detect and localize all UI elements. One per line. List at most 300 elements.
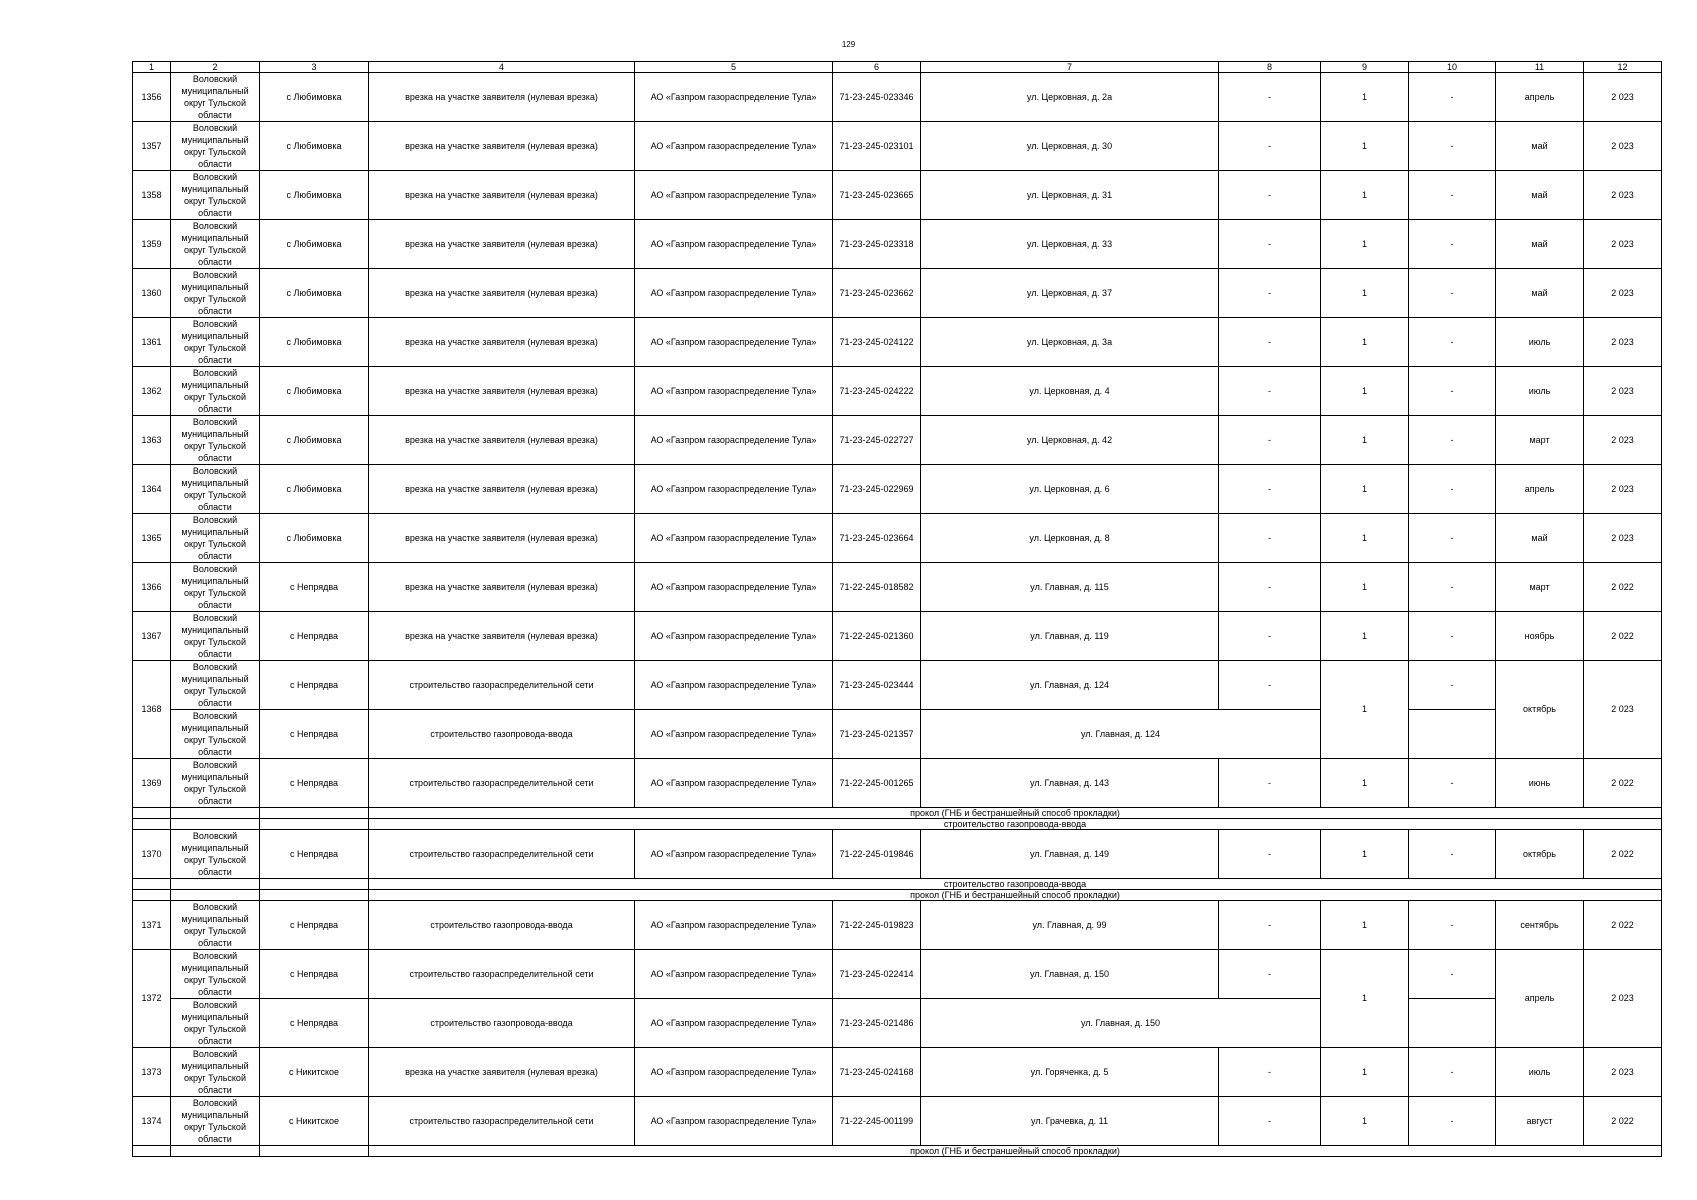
table-row [133,122,1662,171]
table-row [133,318,1662,367]
organization-cell: АО «Газпром газораспределение Тула» [635,367,833,416]
month-cell: ноябрь [1496,612,1584,661]
work-type-cell: врезка на участке заявителя (нулевая врезка) [369,73,635,122]
table-row [133,1097,1662,1146]
year-cell: 2 023 [1584,514,1662,563]
column-10-cell: - [1409,318,1496,367]
application-code-cell: 71-22-245-018582 [833,563,921,612]
year-cell: 2 022 [1584,759,1662,808]
work-type-cell: врезка на участке заявителя (нулевая врезка) [369,220,635,269]
row-number: 1366 [133,563,171,612]
year-cell: 2 023 [1584,73,1662,122]
work-type-cell: врезка на участке заявителя (нулевая врезка) [369,563,635,612]
address-cell: ул. Главная, д. 149 [921,830,1219,879]
column-10-cell: - [1409,122,1496,171]
column-8-cell: - [1219,612,1321,661]
month-cell: май [1496,220,1584,269]
row-number: 1358 [133,171,171,220]
application-code-cell: 71-22-245-019823 [833,901,921,950]
organization-cell: АО «Газпром газораспределение Тула» [635,416,833,465]
year-cell: 2 022 [1584,563,1662,612]
column-9-cell: 1 [1321,318,1409,367]
column-10-cell [1409,999,1496,1048]
organization-cell: АО «Газпром газораспределение Тула» [635,73,833,122]
locality-cell: с Непрядва [260,563,369,612]
column-8-cell: - [1219,318,1321,367]
column-9-cell: 1 [1321,830,1409,879]
column-9-cell: 1 [1321,612,1409,661]
column-8-cell: - [1219,416,1321,465]
municipality-cell: Воловский муниципальный округ Тульской области [171,759,260,808]
locality-cell: с Непрядва [260,661,369,710]
table-row [133,514,1662,563]
work-type-cell: врезка на участке заявителя (нулевая врезка) [369,1048,635,1097]
row-number: 1359 [133,220,171,269]
locality-cell: с Непрядва [260,759,369,808]
column-8-cell: - [1219,1048,1321,1097]
column-9-cell: 1 [1321,73,1409,122]
row-number: 1368 [133,661,171,759]
table-row [133,830,1662,879]
municipality-cell: Воловский муниципальный округ Тульской области [171,73,260,122]
column-10-cell: - [1409,612,1496,661]
column-9-cell: 1 [1321,269,1409,318]
column-10-cell: - [1409,563,1496,612]
application-code-cell: 71-23-245-023664 [833,514,921,563]
locality-cell: с Любимовка [260,220,369,269]
empty-cell [171,879,260,890]
table-row [133,269,1662,318]
column-10-cell: - [1409,171,1496,220]
column-10-cell: - [1409,1097,1496,1146]
application-code-cell: 71-23-245-024122 [833,318,921,367]
row-number: 1356 [133,73,171,122]
column-8-cell: - [1219,269,1321,318]
municipality-cell: Воловский муниципальный округ Тульской области [171,367,260,416]
column-header: 1 [133,62,171,73]
work-type-cell: строительство газораспределительной сети [369,830,635,879]
month-cell: октябрь [1496,830,1584,879]
work-type-cell: строительство газораспределительной сети [369,661,635,710]
municipality-cell: Воловский муниципальный округ Тульской области [171,1048,260,1097]
column-9-cell: 1 [1321,220,1409,269]
column-header: 7 [921,62,1219,73]
municipality-cell: Воловский муниципальный округ Тульской области [171,514,260,563]
work-type-cell: строительство газопровода-ввода [369,710,635,759]
organization-cell: АО «Газпром газораспределение Тула» [635,171,833,220]
column-header: 4 [369,62,635,73]
address-cell: ул. Церковная, д. 31 [921,171,1219,220]
empty-cell [260,808,369,819]
column-10-cell [1409,710,1496,759]
row-number: 1357 [133,122,171,171]
month-cell: май [1496,171,1584,220]
address-cell: ул. Церковная, д. 4 [921,367,1219,416]
locality-cell: с Непрядва [260,830,369,879]
address-cell: ул. Церковная, д. 30 [921,122,1219,171]
locality-cell: с Любимовка [260,171,369,220]
table-row [133,220,1662,269]
empty-cell [133,808,171,819]
column-header: 12 [1584,62,1662,73]
work-type-cell: врезка на участке заявителя (нулевая врезка) [369,122,635,171]
address-cell: ул. Церковная, д. 42 [921,416,1219,465]
municipality-cell: Воловский муниципальный округ Тульской области [171,612,260,661]
year-cell: 2 023 [1584,269,1662,318]
column-10-cell: - [1409,950,1496,999]
organization-cell: АО «Газпром газораспределение Тула» [635,269,833,318]
locality-cell: с Непрядва [260,901,369,950]
month-cell: июль [1496,1048,1584,1097]
column-8-cell: - [1219,1097,1321,1146]
application-code-cell: 71-23-245-021486 [833,999,921,1048]
organization-cell: АО «Газпром газораспределение Тула» [635,710,833,759]
address-cell: ул. Церковная, д. 37 [921,269,1219,318]
application-code-cell: 71-23-245-024222 [833,367,921,416]
work-type-cell: врезка на участке заявителя (нулевая врезка) [369,269,635,318]
column-8-cell: - [1219,73,1321,122]
year-cell: 2 022 [1584,1097,1662,1146]
column-10-cell: - [1409,367,1496,416]
column-9-cell: 1 [1321,901,1409,950]
table-row [133,465,1662,514]
month-cell: октябрь [1496,661,1584,759]
column-10-cell: - [1409,465,1496,514]
empty-cell [171,819,260,830]
application-code-cell: 71-23-245-022969 [833,465,921,514]
subtype-label: строительство газопровода-ввода [369,819,1662,830]
locality-cell: с Непрядва [260,710,369,759]
address-cell: ул. Главная, д. 124 [921,710,1321,759]
locality-cell: с Непрядва [260,612,369,661]
organization-cell: АО «Газпром газораспределение Тула» [635,830,833,879]
municipality-cell: Воловский муниципальный округ Тульской области [171,465,260,514]
year-cell: 2 023 [1584,465,1662,514]
empty-cell [133,819,171,830]
year-cell: 2 022 [1584,830,1662,879]
table-row [133,563,1662,612]
work-type-cell: врезка на участке заявителя (нулевая врезка) [369,514,635,563]
subtype-label: строительство газопровода-ввода [369,879,1662,890]
address-cell: ул. Грачевка, д. 11 [921,1097,1219,1146]
row-number: 1363 [133,416,171,465]
municipality-cell: Воловский муниципальный округ Тульской области [171,830,260,879]
locality-cell: с Непрядва [260,950,369,999]
column-10-cell: - [1409,759,1496,808]
empty-cell [260,879,369,890]
header-row [133,62,1662,73]
locality-cell: с Непрядва [260,999,369,1048]
organization-cell: АО «Газпром газораспределение Тула» [635,465,833,514]
column-8-cell: - [1219,171,1321,220]
address-cell: ул. Главная, д. 143 [921,759,1219,808]
organization-cell: АО «Газпром газораспределение Тула» [635,122,833,171]
year-cell: 2 023 [1584,318,1662,367]
month-cell: апрель [1496,950,1584,1048]
empty-cell [171,808,260,819]
organization-cell: АО «Газпром газораспределение Тула» [635,220,833,269]
year-cell: 2 023 [1584,1048,1662,1097]
municipality-cell: Воловский муниципальный округ Тульской области [171,220,260,269]
municipality-cell: Воловский муниципальный округ Тульской области [171,269,260,318]
table-row [133,901,1662,950]
month-cell: август [1496,1097,1584,1146]
row-number: 1371 [133,901,171,950]
subtype-label: прокол (ГНБ и бестраншейный способ прокладки) [369,1146,1662,1157]
work-type-cell: строительство газораспределительной сети [369,950,635,999]
municipality-cell: Воловский муниципальный округ Тульской области [171,416,260,465]
address-cell: ул. Церковная, д. 6 [921,465,1219,514]
column-9-cell: 1 [1321,759,1409,808]
column-header: 11 [1496,62,1584,73]
row-number: 1369 [133,759,171,808]
subtype-row [133,1146,1662,1157]
column-header: 10 [1409,62,1496,73]
application-code-cell: 71-22-245-001265 [833,759,921,808]
row-number: 1373 [133,1048,171,1097]
work-type-cell: врезка на участке заявителя (нулевая врезка) [369,416,635,465]
table-row [133,171,1662,220]
year-cell: 2 023 [1584,950,1662,1048]
month-cell: март [1496,563,1584,612]
work-type-cell: строительство газопровода-ввода [369,999,635,1048]
column-10-cell: - [1409,220,1496,269]
page-number: 129 [841,40,856,49]
municipality-cell: Воловский муниципальный округ Тульской области [171,122,260,171]
municipality-cell: Воловский муниципальный округ Тульской области [171,171,260,220]
column-8-cell: - [1219,367,1321,416]
row-number: 1372 [133,950,171,1048]
table-row [133,1048,1662,1097]
locality-cell: с Любимовка [260,73,369,122]
subtype-label: прокол (ГНБ и бестраншейный способ прокладки) [369,808,1662,819]
work-type-cell: врезка на участке заявителя (нулевая врезка) [369,367,635,416]
municipality-cell: Воловский муниципальный округ Тульской области [171,950,260,999]
column-9-cell: 1 [1321,563,1409,612]
year-cell: 2 023 [1584,122,1662,171]
column-9-cell: 1 [1321,950,1409,1048]
empty-cell [260,819,369,830]
organization-cell: АО «Газпром газораспределение Тула» [635,612,833,661]
locality-cell: с Любимовка [260,269,369,318]
locality-cell: с Любимовка [260,514,369,563]
work-type-cell: врезка на участке заявителя (нулевая врезка) [369,318,635,367]
municipality-cell: Воловский муниципальный округ Тульской области [171,1097,260,1146]
locality-cell: с Любимовка [260,318,369,367]
application-code-cell: 71-23-245-023346 [833,73,921,122]
month-cell: июль [1496,318,1584,367]
work-type-cell: врезка на участке заявителя (нулевая врезка) [369,465,635,514]
column-10-cell: - [1409,73,1496,122]
month-cell: апрель [1496,73,1584,122]
column-9-cell: 1 [1321,661,1409,759]
subtype-row [133,808,1662,819]
application-code-cell: 71-23-245-022414 [833,950,921,999]
table-row [133,367,1662,416]
application-code-cell: 71-22-245-019846 [833,830,921,879]
column-header: 2 [171,62,260,73]
address-cell: ул. Главная, д. 124 [921,661,1219,710]
address-cell: ул. Главная, д. 119 [921,612,1219,661]
column-8-cell: - [1219,563,1321,612]
locality-cell: с Любимовка [260,416,369,465]
municipality-cell: Воловский муниципальный округ Тульской области [171,710,260,759]
address-cell: ул. Церковная, д. 33 [921,220,1219,269]
month-cell: апрель [1496,465,1584,514]
organization-cell: АО «Газпром газораспределение Тула» [635,563,833,612]
month-cell: июнь [1496,759,1584,808]
column-10-cell: - [1409,1048,1496,1097]
table-row [133,416,1662,465]
row-number: 1362 [133,367,171,416]
row-number: 1361 [133,318,171,367]
column-8-cell: - [1219,661,1321,710]
year-cell: 2 023 [1584,220,1662,269]
column-9-cell: 1 [1321,514,1409,563]
column-header: 9 [1321,62,1409,73]
table-row [133,950,1662,999]
month-cell: май [1496,122,1584,171]
table-row [133,661,1662,710]
application-code-cell: 71-23-245-023101 [833,122,921,171]
month-cell: май [1496,269,1584,318]
column-9-cell: 1 [1321,416,1409,465]
municipality-cell: Воловский муниципальный округ Тульской области [171,999,260,1048]
year-cell: 2 022 [1584,901,1662,950]
column-9-cell: 1 [1321,1048,1409,1097]
organization-cell: АО «Газпром газораспределение Тула» [635,514,833,563]
work-type-cell: строительство газораспределительной сети [369,1097,635,1146]
column-9-cell: 1 [1321,465,1409,514]
row-number: 1360 [133,269,171,318]
month-cell: март [1496,416,1584,465]
subtype-row [133,890,1662,901]
empty-cell [260,1146,369,1157]
column-10-cell: - [1409,269,1496,318]
address-cell: ул. Главная, д. 150 [921,999,1321,1048]
application-code-cell: 71-23-245-023662 [833,269,921,318]
column-header: 5 [635,62,833,73]
application-code-cell: 71-23-245-024168 [833,1048,921,1097]
organization-cell: АО «Газпром газораспределение Тула» [635,318,833,367]
locality-cell: с Любимовка [260,367,369,416]
empty-cell [133,890,171,901]
row-number: 1370 [133,830,171,879]
row-number: 1374 [133,1097,171,1146]
municipality-cell: Воловский муниципальный округ Тульской области [171,563,260,612]
application-code-cell: 71-23-245-022727 [833,416,921,465]
year-cell: 2 023 [1584,416,1662,465]
year-cell: 2 023 [1584,171,1662,220]
organization-cell: АО «Газпром газораспределение Тула» [635,1097,833,1146]
column-header: 8 [1219,62,1321,73]
organization-cell: АО «Газпром газораспределение Тула» [635,901,833,950]
column-9-cell: 1 [1321,367,1409,416]
column-10-cell: - [1409,830,1496,879]
subtype-row [133,819,1662,830]
organization-cell: АО «Газпром газораспределение Тула» [635,1048,833,1097]
application-code-cell: 71-22-245-021360 [833,612,921,661]
subtype-label: прокол (ГНБ и бестраншейный способ прокладки) [369,890,1662,901]
year-cell: 2 023 [1584,367,1662,416]
column-8-cell: - [1219,514,1321,563]
organization-cell: АО «Газпром газораспределение Тула» [635,950,833,999]
address-cell: ул. Главная, д. 99 [921,901,1219,950]
column-8-cell: - [1219,122,1321,171]
table-row [133,759,1662,808]
municipality-cell: Воловский муниципальный округ Тульской области [171,901,260,950]
column-9-cell: 1 [1321,122,1409,171]
year-cell: 2 022 [1584,612,1662,661]
application-code-cell: 71-23-245-023665 [833,171,921,220]
column-header: 6 [833,62,921,73]
column-10-cell: - [1409,514,1496,563]
column-10-cell: - [1409,416,1496,465]
work-type-cell: врезка на участке заявителя (нулевая врезка) [369,171,635,220]
month-cell: июль [1496,367,1584,416]
application-code-cell: 71-23-245-023318 [833,220,921,269]
empty-cell [260,890,369,901]
gasification-table [132,61,1662,1157]
row-number: 1367 [133,612,171,661]
year-cell: 2 023 [1584,661,1662,759]
column-8-cell: - [1219,759,1321,808]
address-cell: ул. Главная, д. 150 [921,950,1219,999]
table-row [133,710,1662,759]
application-code-cell: 71-23-245-023444 [833,661,921,710]
column-8-cell: - [1219,950,1321,999]
application-code-cell: 71-23-245-021357 [833,710,921,759]
table-row [133,612,1662,661]
column-8-cell: - [1219,830,1321,879]
municipality-cell: Воловский муниципальный округ Тульской области [171,661,260,710]
address-cell: ул. Главная, д. 115 [921,563,1219,612]
row-number: 1364 [133,465,171,514]
locality-cell: с Никитское [260,1097,369,1146]
work-type-cell: строительство газопровода-ввода [369,901,635,950]
municipality-cell: Воловский муниципальный округ Тульской области [171,318,260,367]
address-cell: ул. Церковная, д. 3а [921,318,1219,367]
organization-cell: АО «Газпром газораспределение Тула» [635,999,833,1048]
column-10-cell: - [1409,661,1496,710]
empty-cell [171,1146,260,1157]
organization-cell: АО «Газпром газораспределение Тула» [635,661,833,710]
column-8-cell: - [1219,465,1321,514]
work-type-cell: строительство газораспределительной сети [369,759,635,808]
subtype-row [133,879,1662,890]
address-cell: ул. Горяченка, д. 5 [921,1048,1219,1097]
application-code-cell: 71-22-245-001199 [833,1097,921,1146]
row-number: 1365 [133,514,171,563]
address-cell: ул. Церковная, д. 8 [921,514,1219,563]
column-8-cell: - [1219,901,1321,950]
empty-cell [133,879,171,890]
column-8-cell: - [1219,220,1321,269]
locality-cell: с Любимовка [260,465,369,514]
table-row [133,999,1662,1048]
organization-cell: АО «Газпром газораспределение Тула» [635,759,833,808]
column-10-cell: - [1409,901,1496,950]
table-row [133,73,1662,122]
locality-cell: с Любимовка [260,122,369,171]
month-cell: май [1496,514,1584,563]
column-9-cell: 1 [1321,171,1409,220]
work-type-cell: врезка на участке заявителя (нулевая врезка) [369,612,635,661]
locality-cell: с Никитское [260,1048,369,1097]
address-cell: ул. Церковная, д. 2а [921,73,1219,122]
month-cell: сентябрь [1496,901,1584,950]
empty-cell [171,890,260,901]
